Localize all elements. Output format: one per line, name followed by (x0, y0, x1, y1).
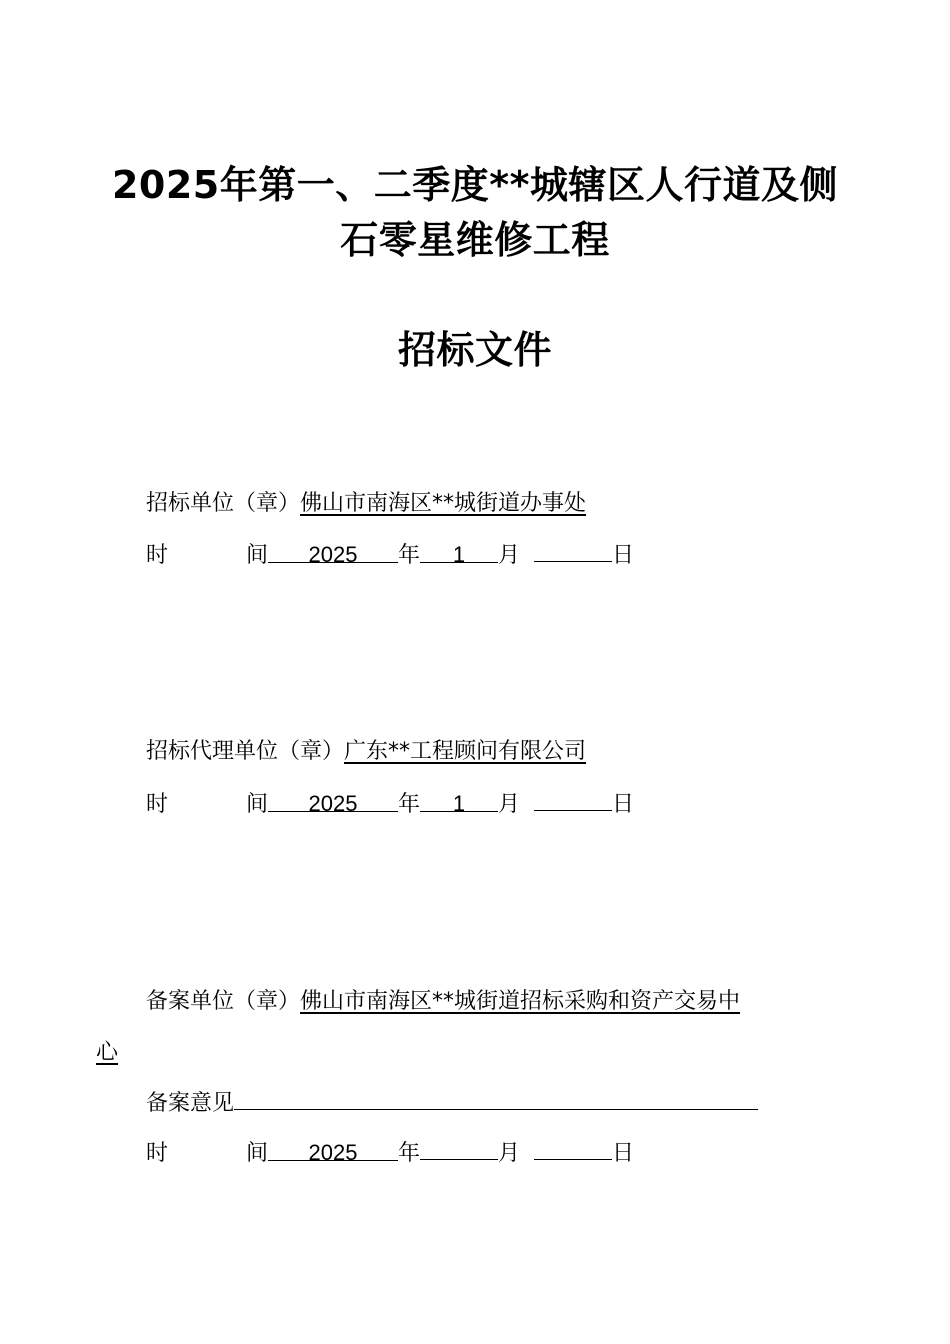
filing-value-line-2: 心 (96, 1040, 119, 1065)
filing-date-row (146, 1137, 634, 1169)
filing-month (420, 1137, 498, 1160)
document-type-title: 招标文件 (397, 328, 552, 372)
tenderer-value: 佛山市南海区**城街道办事处 (300, 491, 587, 516)
filing-year: 2025 (268, 1138, 398, 1161)
agent-year: 2025 (268, 789, 398, 812)
title-line-1: 2025年第一、二季度**城辖区人行道及侧 (111, 163, 838, 207)
year-unit: 年 (398, 792, 421, 817)
day-unit: 日 (612, 543, 635, 568)
month-unit: 月 (498, 792, 521, 817)
agent-day (534, 788, 612, 811)
tenderer-month: 1 (420, 540, 498, 563)
agent-date-row (146, 788, 634, 820)
agent-label: 招标代理单位（章） (146, 739, 345, 764)
tenderer-day (534, 539, 612, 562)
tenderer-year: 2025 (268, 540, 398, 563)
time-label-char-1: 时 (146, 1141, 169, 1166)
filing-value-line-1: 佛山市南海区**城街道招标采购和资产交易中 (300, 989, 741, 1014)
month-unit: 月 (498, 1141, 521, 1166)
time-label-char-1: 时 (146, 792, 169, 817)
month-unit: 月 (498, 543, 521, 568)
filing-opinion-row (146, 1087, 758, 1119)
time-label-char-1: 时 (146, 543, 169, 568)
filing-opinion-label: 备案意见 (146, 1091, 235, 1116)
time-label-char-2: 间 (246, 1141, 269, 1166)
filing-day (534, 1137, 612, 1160)
year-unit: 年 (398, 1141, 421, 1166)
filing-label: 备案单位（章） (146, 989, 301, 1014)
tenderer-date-row (146, 539, 634, 571)
agent-month: 1 (420, 789, 498, 812)
time-label-char-2: 间 (246, 543, 269, 568)
filing-opinion-value (234, 1087, 758, 1110)
time-label-char-2: 间 (246, 792, 269, 817)
day-unit: 日 (612, 792, 635, 817)
tenderer-label: 招标单位（章） (146, 491, 301, 516)
tenderer-row (146, 489, 586, 519)
agent-value: 广东**工程顾问有限公司 (344, 739, 587, 764)
year-unit: 年 (398, 543, 421, 568)
filing-row (146, 987, 740, 1017)
agent-row (146, 737, 586, 767)
filing-row-continued (96, 1038, 118, 1068)
title-line-2: 石零星维修工程 (340, 218, 610, 262)
day-unit: 日 (612, 1141, 635, 1166)
